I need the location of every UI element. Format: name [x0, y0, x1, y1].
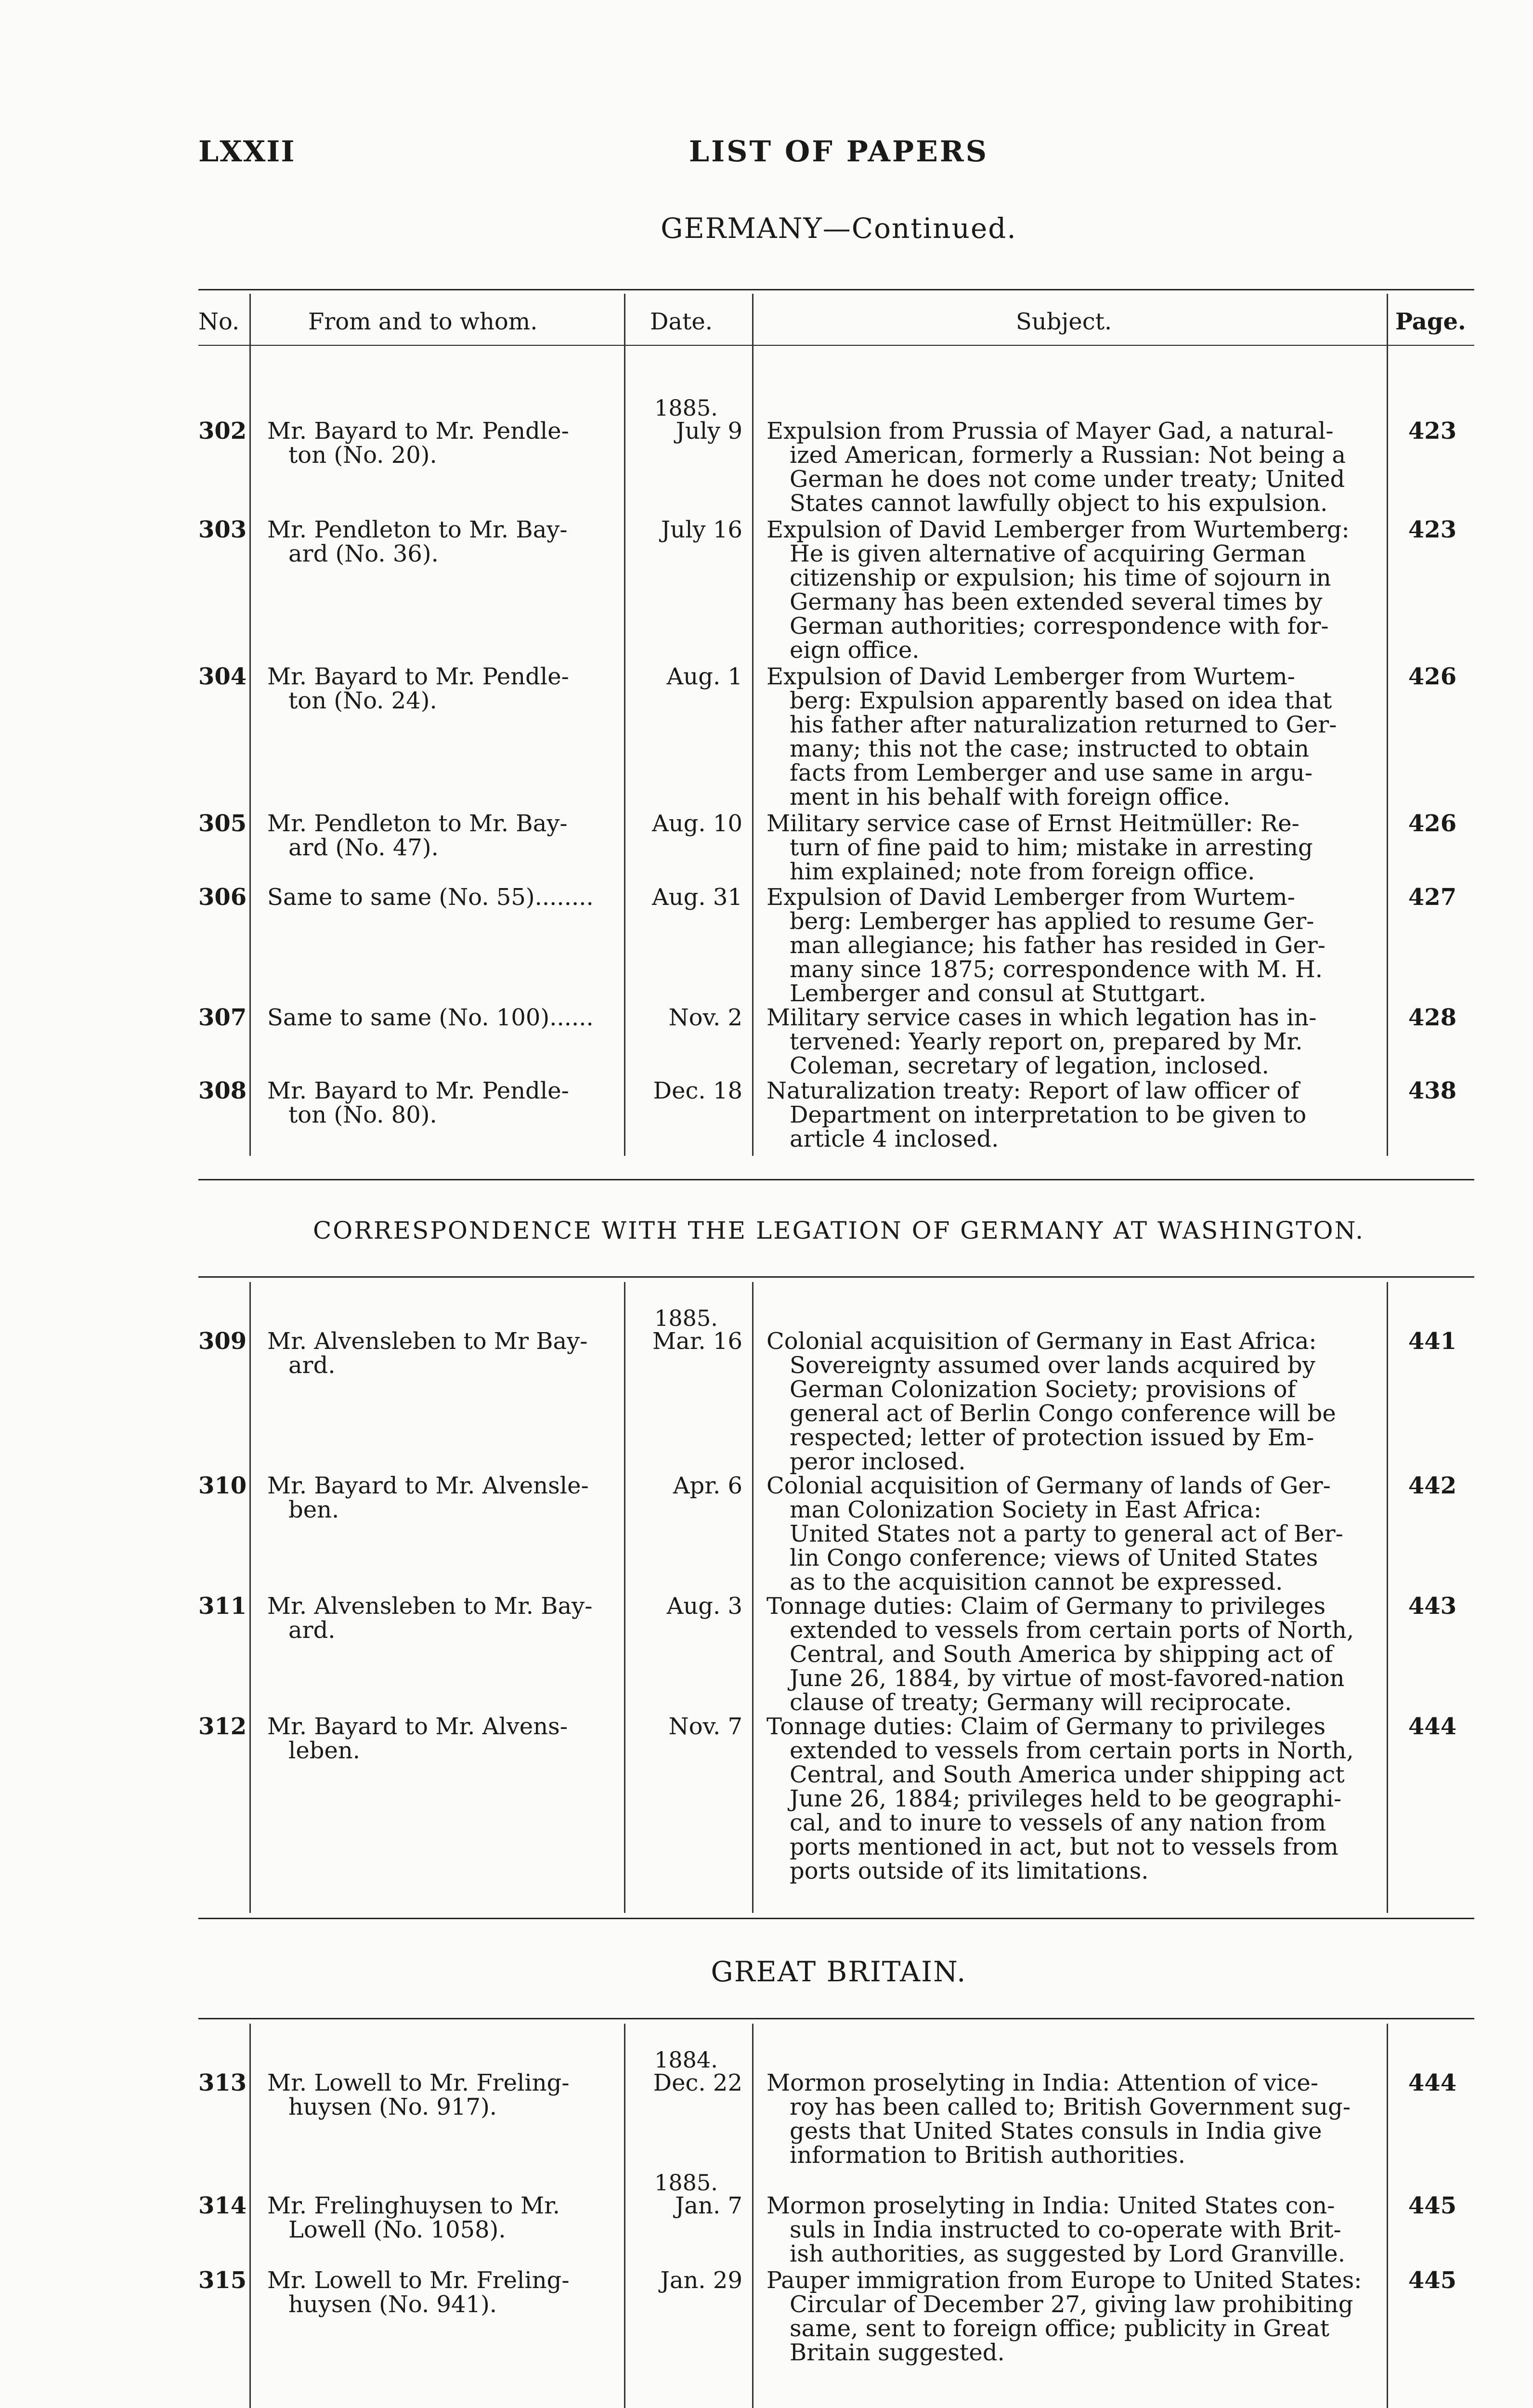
- section-heading-great-britain: GREAT BRITAIN.: [711, 1955, 967, 1988]
- subject-line: Military service case of Ernst Heitmüller: Re-: [766, 810, 1299, 837]
- from-line: ard.: [288, 1352, 336, 1379]
- from-line: ben.: [288, 1496, 339, 1523]
- row-number: 306: [198, 884, 247, 911]
- subject-line: respected; letter of protection issued by Em-: [790, 1424, 1314, 1451]
- subject-line: He is given alternative of acquiring German: [790, 540, 1306, 567]
- row-date: Jan. 29: [660, 2267, 742, 2294]
- from-line: leben.: [288, 1737, 361, 1764]
- row-page: 445: [1408, 2192, 1457, 2219]
- row-subject: [766, 419, 1378, 515]
- from-to: [267, 2071, 609, 2119]
- subject-line: German he does not come under treaty; United: [790, 466, 1345, 493]
- subject-line: extended to vessels from certain ports in North,: [790, 1737, 1354, 1764]
- table-top-rule: [198, 1276, 1474, 1278]
- subject-line: extended to vessels from certain ports of North,: [790, 1617, 1354, 1644]
- subject-line: Tonnage duties: Claim of Germany to privileges: [766, 1713, 1326, 1740]
- from-to: [267, 1594, 609, 1642]
- subject-line: ish authorities, as suggested by Lord Granville.: [790, 2240, 1345, 2267]
- subject-line: ized American, formerly a Russian: Not being a: [790, 442, 1346, 469]
- subject-line: Central, and South America by shipping act of: [790, 1641, 1333, 1668]
- row-number: 303: [198, 516, 247, 543]
- subject-line: his father after naturalization returned to Ger-: [790, 711, 1337, 738]
- subject-line: him explained; note from foreign office.: [790, 858, 1255, 885]
- subject-line: ports outside of its limitations.: [790, 1858, 1149, 1885]
- column-header-date: Date.: [650, 308, 713, 335]
- subject-line: general act of Berlin Congo conference will be: [790, 1400, 1336, 1427]
- column-divider: [752, 1282, 754, 1913]
- row-date: Jan. 7: [675, 2192, 742, 2219]
- from-line: Mr. Lowell to Mr. Freling-: [267, 2069, 570, 2096]
- subject-line: Britain suggested.: [790, 2339, 1005, 2366]
- section-heading-germany: GERMANY—Continued.: [661, 212, 1017, 245]
- subject-line: tervened: Yearly report on, prepared by Mr.: [790, 1028, 1303, 1055]
- subject-line: Germany has been extended several times by: [790, 589, 1323, 615]
- row-page: 428: [1408, 1004, 1457, 1031]
- row-page: 442: [1408, 1472, 1457, 1499]
- row-subject: [766, 2268, 1378, 2365]
- row-subject: [766, 811, 1378, 884]
- row-page: 438: [1408, 1077, 1457, 1104]
- subject-line: suls in India instructed to co-operate with Brit-: [790, 2216, 1341, 2243]
- table-top-rule: [198, 289, 1474, 290]
- column-divider: [752, 2024, 754, 2408]
- row-subject: [766, 885, 1378, 1006]
- subject-line: Coleman, secretary of legation, inclosed.: [790, 1052, 1269, 1079]
- subject-line: gests that United States consuls in India give: [790, 2118, 1322, 2145]
- row-subject: [766, 2194, 1378, 2266]
- from-line: Lowell (No. 1058).: [288, 2216, 506, 2243]
- subject-line: lin Congo conference; views of United States: [790, 1544, 1318, 1571]
- subject-line: Expulsion of David Lemberger from Wurtemberg:: [766, 516, 1350, 543]
- row-date: Aug. 10: [652, 810, 742, 837]
- from-line: Mr. Lowell to Mr. Freling-: [267, 2267, 570, 2294]
- table-top-rule: [198, 2018, 1474, 2019]
- from-line: Mr. Frelinghuysen to Mr.: [267, 2192, 560, 2219]
- subject-line: June 26, 1884, by virtue of most-favored-nation: [790, 1665, 1345, 1692]
- year-label: 1885.: [654, 1305, 718, 1331]
- column-divider: [624, 1282, 625, 1913]
- from-to: [267, 1006, 609, 1030]
- year-label: 1885.: [654, 395, 718, 421]
- subject-line: ports mentioned in act, but not to vessels from: [790, 1833, 1338, 1860]
- from-to: [267, 811, 609, 860]
- subject-line: turn of fine paid to him; mistake in arresting: [790, 834, 1313, 861]
- row-date: Mar. 16: [652, 1328, 742, 1355]
- from-line: Same to same (No. 55)........: [267, 884, 594, 911]
- row-subject: [766, 2071, 1378, 2167]
- from-to: [267, 1714, 609, 1763]
- row-number: 315: [198, 2267, 247, 2294]
- subject-line: as to the acquisition cannot be expressed.: [790, 1569, 1283, 1596]
- subject-line: facts from Lemberger and use same in argu-: [790, 759, 1313, 786]
- from-line: ard.: [288, 1617, 336, 1644]
- row-number: 310: [198, 1472, 247, 1499]
- column-divider: [249, 2024, 251, 2408]
- subject-line: Sovereignty assumed over lands acquired by: [790, 1352, 1315, 1379]
- row-number: 311: [198, 1593, 247, 1620]
- row-page: 426: [1408, 663, 1457, 690]
- column-header-subject: Subject.: [1016, 308, 1112, 335]
- row-number: 309: [198, 1328, 247, 1355]
- subject-line: berg: Expulsion apparently based on idea that: [790, 687, 1332, 714]
- row-date: July 9: [676, 418, 742, 445]
- column-header-no: No.: [198, 308, 240, 335]
- running-head: [198, 135, 1479, 173]
- from-line: Mr. Alvensleben to Mr Bay-: [267, 1328, 588, 1355]
- subject-line: Expulsion from Prussia of Mayer Gad, a natural-: [766, 418, 1334, 445]
- subject-line: German authorities; correspondence with for-: [790, 613, 1329, 640]
- subject-line: information to British authorities.: [790, 2142, 1186, 2169]
- from-to: [267, 419, 609, 467]
- row-date: Dec. 22: [653, 2069, 742, 2096]
- from-line: Mr. Bayard to Mr. Alvensle-: [267, 1472, 589, 1499]
- from-line: Same to same (No. 100)......: [267, 1004, 594, 1031]
- row-number: 305: [198, 810, 247, 837]
- row-page: 427: [1408, 884, 1457, 911]
- row-page: 441: [1408, 1328, 1457, 1355]
- row-date: Nov. 7: [668, 1713, 742, 1740]
- column-divider: [249, 1282, 251, 1913]
- subject-line: peror inclosed.: [790, 1448, 966, 1475]
- from-to: [267, 2268, 609, 2316]
- page-title: LIST OF PAPERS: [689, 135, 989, 169]
- from-to: [267, 518, 609, 566]
- subject-line: citizenship or expulsion; his time of sojourn in: [790, 564, 1331, 591]
- from-to: [267, 1079, 609, 1127]
- subject-line: roy has been called to; British Government sug-: [790, 2094, 1351, 2120]
- row-page: 423: [1408, 418, 1457, 445]
- row-number: 302: [198, 418, 247, 445]
- row-subject: [766, 1714, 1378, 1883]
- subject-line: many; this not the case; instructed to obtain: [790, 735, 1310, 762]
- from-to: [267, 885, 609, 909]
- subject-line: eign office.: [790, 637, 920, 664]
- from-line: Mr. Bayard to Mr. Alvens-: [267, 1713, 568, 1740]
- subject-line: Department on interpretation to be given to: [790, 1101, 1307, 1128]
- subject-line: Mormon proselyting in India: United States con-: [766, 2192, 1335, 2219]
- row-subject: [766, 1006, 1378, 1078]
- subject-line: berg: Lemberger has applied to resume Ger-: [790, 908, 1314, 935]
- row-page: 444: [1408, 1713, 1457, 1740]
- row-number: 313: [198, 2069, 247, 2096]
- from-line: ard (No. 47).: [288, 834, 439, 861]
- from-to: [267, 665, 609, 713]
- row-number: 307: [198, 1004, 247, 1031]
- subject-line: Pauper immigration from Europe to United States:: [766, 2267, 1362, 2294]
- subject-line: Military service cases in which legation has in-: [766, 1004, 1317, 1031]
- from-to: [267, 1329, 609, 1377]
- row-page: 426: [1408, 810, 1457, 837]
- from-line: Mr. Bayard to Mr. Pendle-: [267, 1077, 569, 1104]
- row-page: 423: [1408, 516, 1457, 543]
- from-line: Mr. Bayard to Mr. Pendle-: [267, 418, 569, 445]
- subject-line: Lemberger and consul at Stuttgart.: [790, 980, 1207, 1007]
- row-subject: [766, 1329, 1378, 1474]
- row-number: 312: [198, 1713, 247, 1740]
- column-divider: [1387, 294, 1388, 1156]
- subject-line: Expulsion of David Lemberger from Wurtem-: [766, 884, 1295, 911]
- subject-line: ment in his behalf with foreign office.: [790, 784, 1231, 811]
- subject-line: article 4 inclosed.: [790, 1125, 999, 1152]
- subject-line: man allegiance; his father has resided in Ger-: [790, 932, 1326, 959]
- row-subject: [766, 1474, 1378, 1594]
- row-number: 308: [198, 1077, 247, 1104]
- row-date: Aug. 31: [652, 884, 742, 911]
- year-label: 1884.: [654, 2047, 718, 2073]
- column-divider: [1387, 2024, 1388, 2408]
- from-line: huysen (No. 941).: [288, 2291, 497, 2318]
- subject-line: Mormon proselyting in India: Attention of vice-: [766, 2069, 1319, 2096]
- from-to: [267, 1474, 609, 1522]
- subject-line: Naturalization treaty: Report of law officer of: [766, 1077, 1299, 1104]
- column-divider: [249, 294, 251, 1156]
- row-page: 445: [1408, 2267, 1457, 2294]
- from-line: ton (No. 20).: [288, 442, 437, 469]
- subject-line: United States not a party to general act of Ber-: [790, 1520, 1343, 1547]
- subject-line: many since 1875; correspondence with M. H.: [790, 956, 1323, 983]
- column-header-page: Page.: [1395, 308, 1466, 335]
- subject-line: man Colonization Society in East Africa:: [790, 1496, 1262, 1523]
- subject-line: Colonial acquisition of Germany in East Africa:: [766, 1328, 1317, 1355]
- from-line: ton (No. 80).: [288, 1101, 437, 1128]
- row-date: Aug. 3: [666, 1593, 742, 1620]
- from-line: huysen (No. 917).: [288, 2094, 497, 2120]
- column-divider: [624, 2024, 625, 2408]
- subject-line: June 26, 1884; privileges held to be geographi-: [790, 1785, 1342, 1812]
- column-divider: [752, 294, 754, 1156]
- subject-line: cal, and to inure to vessels of any nation from: [790, 1809, 1326, 1836]
- from-line: Mr. Alvensleben to Mr. Bay-: [267, 1593, 593, 1620]
- row-number: 314: [198, 2192, 247, 2219]
- row-date: Dec. 18: [653, 1077, 742, 1104]
- header-bottom-rule: [198, 345, 1474, 346]
- subject-line: Central, and South America under shipping act: [790, 1761, 1345, 1788]
- column-header-from: From and to whom.: [308, 308, 538, 335]
- row-subject: [766, 665, 1378, 809]
- subject-line: same, sent to foreign office; publicity in Great: [790, 2315, 1330, 2342]
- section-end-rule: [198, 1179, 1474, 1180]
- subject-line: Tonnage duties: Claim of Germany to privileges: [766, 1593, 1326, 1620]
- from-line: Mr. Pendleton to Mr. Bay-: [267, 516, 568, 543]
- from-line: Mr. Bayard to Mr. Pendle-: [267, 663, 569, 690]
- subject-line: States cannot lawfully object to his expulsion.: [790, 490, 1328, 517]
- page-number: LXXII: [198, 135, 296, 169]
- section-heading-correspondence: CORRESPONDENCE WITH THE LEGATION OF GERMANY AT WASHINGTON.: [312, 1217, 1365, 1244]
- year-label: 1885.: [654, 2170, 718, 2196]
- subject-line: German Colonization Society; provisions of: [790, 1376, 1296, 1403]
- row-page: 443: [1408, 1593, 1457, 1620]
- row-date: Apr. 6: [673, 1472, 742, 1499]
- row-date: July 16: [661, 516, 742, 543]
- column-divider: [1387, 1282, 1388, 1913]
- row-page: 444: [1408, 2069, 1457, 2096]
- from-to: [267, 2194, 609, 2242]
- section-end-rule: [198, 1918, 1474, 1919]
- subject-line: clause of treaty; Germany will reciprocate.: [790, 1689, 1292, 1716]
- row-subject: [766, 1594, 1378, 1714]
- row-date: Aug. 1: [666, 663, 742, 690]
- row-subject: [766, 518, 1378, 662]
- from-line: ton (No. 24).: [288, 687, 437, 714]
- subject-line: Expulsion of David Lemberger from Wurtem-: [766, 663, 1295, 690]
- row-date: Nov. 2: [668, 1004, 742, 1031]
- from-line: ard (No. 36).: [288, 540, 439, 567]
- row-subject: [766, 1079, 1378, 1151]
- from-line: Mr. Pendleton to Mr. Bay-: [267, 810, 568, 837]
- row-number: 304: [198, 663, 247, 690]
- subject-line: Colonial acquisition of Germany of lands of Ger-: [766, 1472, 1331, 1499]
- subject-line: Circular of December 27, giving law prohibiting: [790, 2291, 1353, 2318]
- column-divider: [624, 294, 625, 1156]
